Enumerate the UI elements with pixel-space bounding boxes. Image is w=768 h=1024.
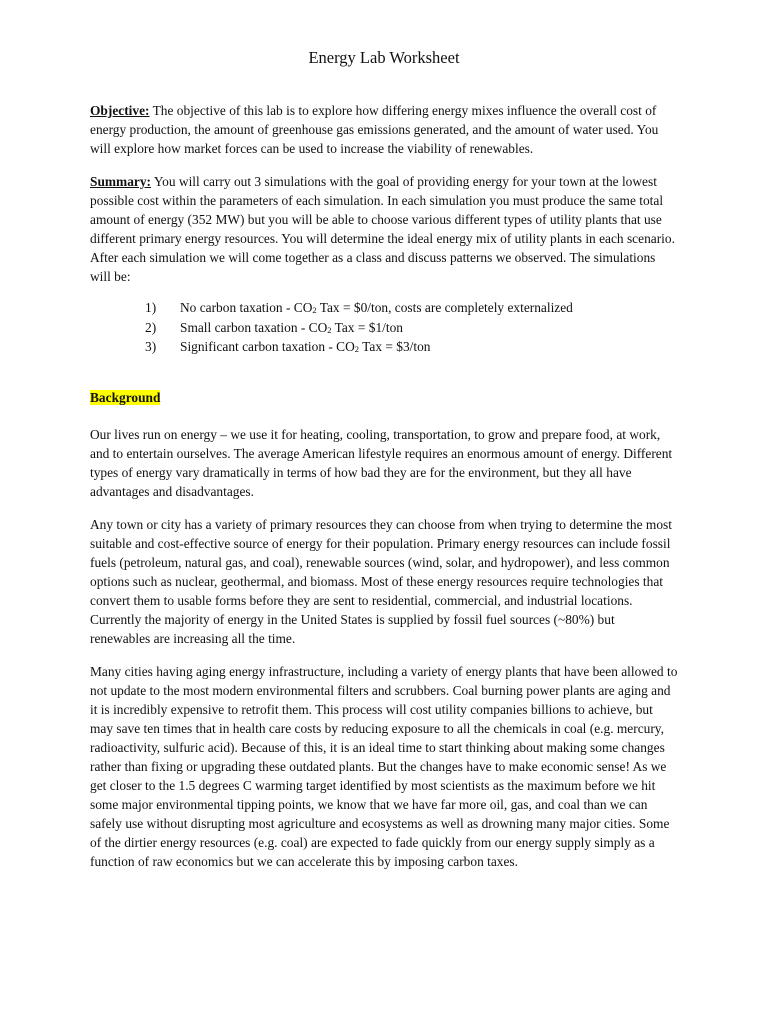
summary-label: Summary: (90, 174, 151, 189)
background-paragraph-1: Our lives run on energy – we use it for heating, cooling, transportation, to grow and prepare food, at work, and to entertain ourselves. The average American lifestyle requires an enormous amount of energy. Different types of energy vary dramatically in terms of how bad they are for the environment, but they all have advantages and disadvantages. (90, 426, 673, 499)
simulation-item (145, 298, 678, 318)
simulation-text-pre: No carbon taxation - CO (180, 300, 313, 315)
simulation-text-pre: Significant carbon taxation - CO (180, 339, 355, 354)
simulation-text-pre: Small carbon taxation - CO (180, 319, 328, 335)
simulation-text (180, 298, 573, 318)
simulation-text-post: Tax = $1/ton (331, 319, 403, 335)
simulation-number: 1) (145, 300, 157, 315)
objective-paragraph (90, 101, 678, 158)
background-heading-row (90, 388, 678, 407)
background-paragraph-3: Many cities having aging energy infrastructure, including a variety of energy plants that have been allowed to not update to the most modern environmental filters and scrubbers. Coal burning power plants are aging and it is incredibly expensive to retrofit them. This process will cost utility companies billions to achieve, but may save ten times that in health care costs by reducing exposure to all the chemicals in coal (e.g. mercury, radioactivity, sulfuric acid). Because of this, it is an ideal time to start thinking about making some changes rather than fixing or upgrading these outdated plants. But the changes have to make economic sense! As we get closer to the 1.5 degrees C warming target identified by most scientists as the maximum before we hit some major environmental tipping points, we know that we have far more oil, gas, and coal than we can safely use without disrupting most agriculture and ecosystems as well as drowning many major cities. Some of the dirtier energy resources (e.g. coal) are expected to fade quickly from our energy supply simply as a function of raw economics but we can accelerate this by imposing carbon taxes. (90, 663, 678, 869)
background-heading: Background (90, 389, 161, 405)
objective-label: Objective: (90, 103, 150, 118)
page-title: Energy Lab Worksheet (308, 48, 460, 67)
simulation-text-post: Tax = $0/ton, costs are completely externalized (316, 300, 573, 315)
simulation-number: 2) (145, 319, 157, 335)
simulation-number: 3) (145, 339, 157, 354)
simulation-list (90, 298, 678, 357)
objective-text: The objective of this lab is to explore how differing energy mixes influence the overall cost of energy production, the amount of greenhouse gas emissions generated, and the amount of water used. You will explore how market forces can be used to increase the viability of renewables. (90, 103, 659, 156)
summary-paragraph (90, 172, 678, 286)
summary-text: You will carry out 3 simulations with the goal of providing energy for your town at the lowest possible cost within the parameters of each simulation. In each simulation you must produce the same total amount of energy (352 MW) but you will be able to choose various different types of utility plants that use different primary energy resources. You will determine the ideal energy mix of utility plants in each scenario. After each simulation we will come together as a class and discuss patterns we observed. The simulations will be: (90, 174, 675, 284)
co2-subscript: 2 (327, 324, 332, 335)
co2-subscript: 2 (312, 305, 317, 315)
co2-subscript: 2 (354, 344, 360, 354)
simulation-text (180, 337, 431, 357)
simulation-text (180, 318, 403, 338)
simulation-item (145, 318, 678, 338)
simulation-text-post: Tax = $3/ton (359, 339, 431, 354)
simulation-item (145, 337, 678, 357)
background-paragraph-2: Any town or city has a variety of primary resources they can choose from when trying to determine the most suitable and cost-effective source of energy for their population. Primary energy resources can include fossil fuels (petroleum, natural gas, and coal), renewable sources (wind, solar, and hydropower), and less common options such as nuclear, geothermal, and biomass. Most of these energy resources require technologies that convert them to usable forms before they are sent to residential, commercial, and industrial locations. Currently the majority of energy in the United States is supplied by fossil fuel sources (~80%) but renewables are increasing all the time. (90, 516, 672, 646)
